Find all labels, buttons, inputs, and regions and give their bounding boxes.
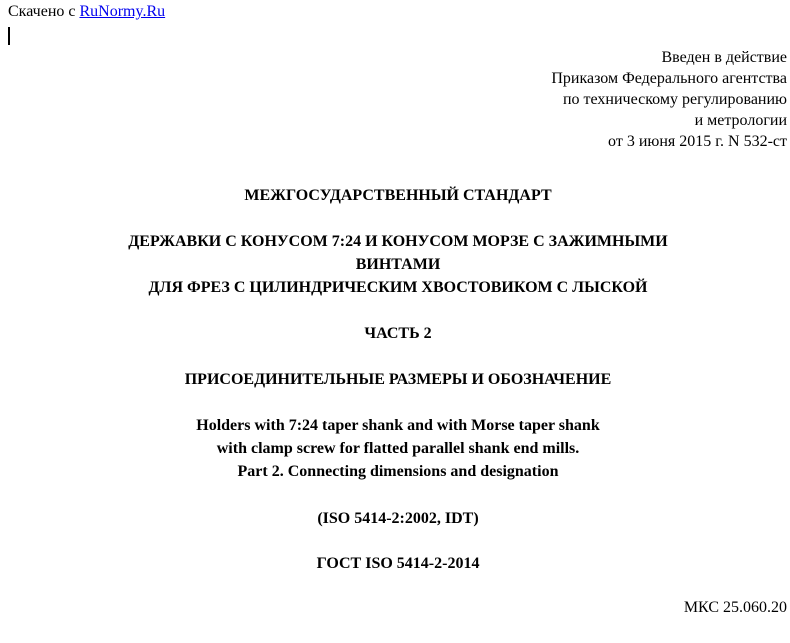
runormy-link[interactable]: RuNormy.Ru <box>79 3 166 20</box>
standard-title <box>0 230 790 299</box>
standard-type-heading: МЕЖГОСУДАРСТВЕННЫЙ СТАНДАРТ <box>244 187 552 204</box>
title-line: ДЕРЖАВКИ С КОНУСОМ 7:24 И КОНУСОМ МОРЗЕ С ЗАЖИМНЫМИ <box>128 233 668 250</box>
enactment-line: от 3 июня 2015 г. N 532-ст <box>608 133 787 150</box>
mks-code: МКС 25.060.20 <box>683 599 787 616</box>
title-line: ДЛЯ ФРЕЗ С ЦИЛИНДРИЧЕСКИМ ХВОСТОВИКОМ С ЛЫСКОЙ <box>148 279 648 296</box>
enactment-line: Приказом Федерального агентства <box>551 70 787 87</box>
enactment-notice <box>551 47 787 152</box>
iso-reference: (ISO 5414-2:2002, IDT) <box>317 510 479 527</box>
part-heading: ЧАСТЬ 2 <box>364 325 432 342</box>
enactment-line: и метрологии <box>694 112 787 129</box>
downloaded-from-line <box>8 3 165 21</box>
text-cursor <box>8 27 10 45</box>
subtitle-heading: ПРИСОЕДИНИТЕЛЬНЫЕ РАЗМЕРЫ И ОБОЗНАЧЕНИЕ <box>184 371 612 388</box>
enactment-line: Введен в действие <box>661 49 787 66</box>
english-title-line: Part 2. Connecting dimensions and designation <box>237 463 559 480</box>
enactment-line: по техническому регулированию <box>562 91 787 108</box>
title-line: ВИНТАМИ <box>355 256 441 273</box>
downloaded-prefix: Скачено с <box>8 3 80 20</box>
gost-designation: ГОСТ ISO 5414-2-2014 <box>316 555 480 572</box>
english-title-line: Holders with 7:24 taper shank and with Morse taper shank <box>196 417 600 434</box>
english-title-line: with clamp screw for flatted parallel shank end mills. <box>216 440 580 457</box>
english-title <box>0 414 790 483</box>
